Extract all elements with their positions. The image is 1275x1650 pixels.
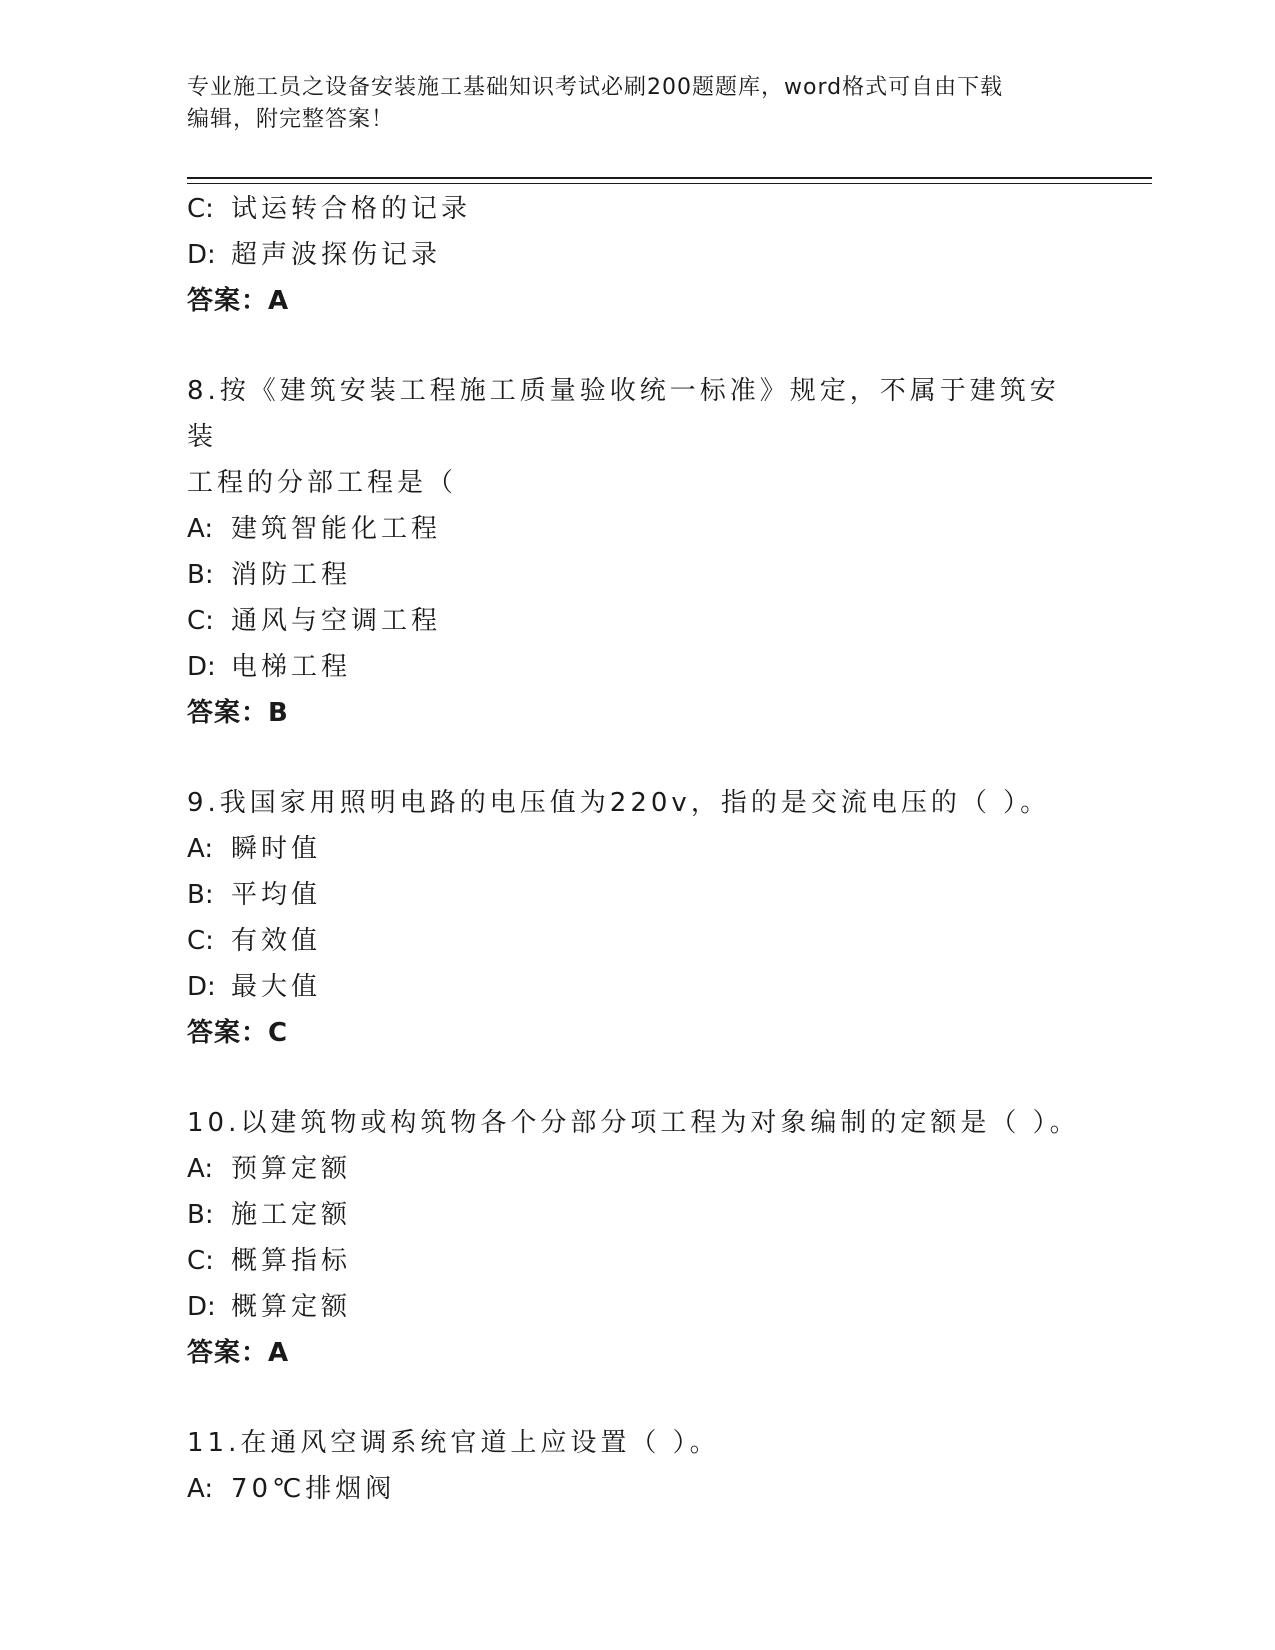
question-stem: 9.我国家用照明电路的电压值为220v，指的是交流电压的（ ）。	[187, 788, 1051, 818]
question-block	[187, 780, 1087, 1056]
option-row	[187, 1192, 1087, 1238]
answer-line: 答案：C	[187, 1018, 289, 1048]
document-header	[187, 72, 1087, 136]
option-row	[187, 1238, 1087, 1284]
option-letter: C:	[187, 606, 214, 636]
option-row	[187, 1466, 1087, 1512]
option-text: 消防工程	[231, 560, 352, 590]
option-letter: A:	[187, 1474, 214, 1504]
option-text: 超声波探伤记录	[231, 240, 442, 270]
header-line-2: 编辑，附完整答案！	[187, 107, 395, 132]
option-text: 试运转合格的记录	[231, 194, 472, 224]
option-text: 施工定额	[231, 1200, 352, 1230]
answer-line: 答案：A	[187, 1338, 290, 1368]
question-stem-continued: 工程的分部工程是（	[187, 468, 458, 498]
option-letter: A:	[187, 514, 214, 544]
option-text: 70℃排烟阀	[231, 1474, 396, 1504]
option-text: 最大值	[231, 972, 322, 1002]
option-row	[187, 644, 1087, 690]
option-row	[187, 232, 1087, 278]
option-row	[187, 964, 1087, 1010]
option-row	[187, 872, 1087, 918]
option-letter: A:	[187, 1154, 214, 1184]
continued-question	[187, 186, 1087, 324]
question-block	[187, 1100, 1087, 1376]
header-line-1: 专业施工员之设备安装施工基础知识考试必刷200题题库，word格式可自由下载	[187, 75, 1004, 100]
option-row	[187, 826, 1087, 872]
option-text: 概算定额	[231, 1292, 352, 1322]
option-text: 平均值	[231, 880, 322, 910]
option-letter: C:	[187, 1246, 214, 1276]
document-body	[187, 186, 1087, 1512]
answer-line: 答案：B	[187, 698, 289, 728]
answer-line: 答案：A	[187, 286, 290, 316]
question-stem: 10.以建筑物或构筑物各个分部分项工程为对象编制的定额是（ ）。	[187, 1108, 1080, 1138]
question-stem: 8.按《建筑安装工程施工质量验收统一标准》规定，不属于建筑安装	[187, 376, 1060, 452]
option-letter: A:	[187, 834, 214, 864]
option-letter: D:	[187, 652, 216, 682]
option-row	[187, 598, 1087, 644]
header-divider-thick	[187, 177, 1152, 179]
option-letter: C:	[187, 926, 214, 956]
option-row	[187, 186, 1087, 232]
option-row	[187, 1284, 1087, 1330]
option-letter: D:	[187, 240, 216, 270]
option-row	[187, 918, 1087, 964]
option-letter: B:	[187, 560, 214, 590]
question-block	[187, 368, 1087, 736]
option-row	[187, 506, 1087, 552]
option-text: 有效值	[231, 926, 322, 956]
header-divider-thin	[187, 183, 1152, 184]
option-letter: B:	[187, 1200, 214, 1230]
option-text: 概算指标	[231, 1246, 352, 1276]
option-row	[187, 552, 1087, 598]
option-letter: D:	[187, 1292, 216, 1322]
question-stem: 11.在通风空调系统官道上应设置（ ）。	[187, 1428, 720, 1458]
option-text: 建筑智能化工程	[231, 514, 442, 544]
option-text: 通风与空调工程	[231, 606, 442, 636]
option-text: 瞬时值	[231, 834, 322, 864]
option-letter: B:	[187, 880, 214, 910]
option-row	[187, 1146, 1087, 1192]
question-block	[187, 1420, 1087, 1512]
option-text: 预算定额	[231, 1154, 352, 1184]
option-letter: C:	[187, 194, 214, 224]
option-text: 电梯工程	[231, 652, 352, 682]
option-letter: D:	[187, 972, 216, 1002]
